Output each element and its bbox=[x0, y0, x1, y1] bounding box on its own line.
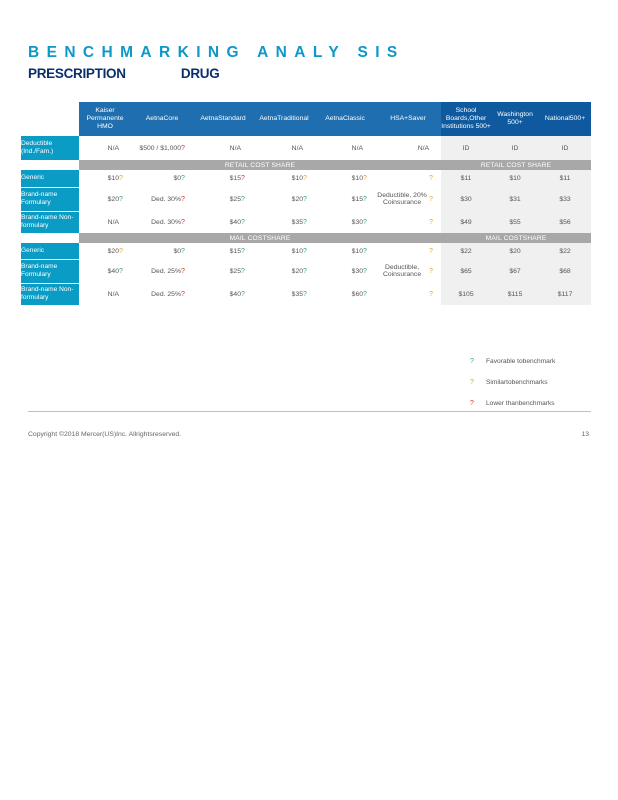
cell-value: $15 bbox=[351, 195, 364, 203]
cell-value: $30 bbox=[351, 218, 364, 226]
peer-value: $22 bbox=[441, 243, 491, 259]
similar-marker-icon: ? bbox=[303, 175, 307, 182]
favorable-marker-icon: ? bbox=[181, 175, 185, 182]
cell-value: Ded. 25% bbox=[151, 290, 181, 298]
favorable-marker-icon: ? bbox=[363, 218, 367, 226]
cell-value bbox=[375, 170, 429, 187]
legend-label: Lower thanbenchmarks bbox=[486, 400, 555, 407]
favorable-marker-icon: ? bbox=[363, 267, 367, 275]
peer-value: $10 bbox=[491, 170, 539, 187]
peer-value: $115 bbox=[491, 283, 539, 305]
similar-marker-icon: ? bbox=[429, 290, 433, 298]
lower-marker-icon: ? bbox=[470, 400, 474, 407]
lower-marker-icon: ? bbox=[181, 290, 185, 298]
peer-value: $30 bbox=[441, 187, 491, 211]
row-label: Brand-name Formulary bbox=[21, 259, 79, 283]
cell-value: $500 / $1,000 bbox=[139, 144, 181, 152]
favorable-marker-icon: ? bbox=[303, 247, 307, 255]
legend-label: Favorable tobenchmark bbox=[486, 358, 556, 365]
favorable-marker-icon: ? bbox=[303, 195, 307, 203]
similar-marker-icon: ? bbox=[429, 267, 433, 275]
peer-value: $33 bbox=[539, 187, 591, 211]
cell-value: $10 bbox=[291, 247, 304, 255]
peer-value: ID bbox=[491, 136, 539, 160]
favorable-marker-icon: ? bbox=[241, 247, 245, 255]
copyright-footer: Copyright ©2018 Mercer(US)Inc. Allrightsreserved. bbox=[28, 431, 182, 438]
cell-value: $10 bbox=[107, 175, 119, 182]
similar-marker-icon: ? bbox=[429, 247, 433, 255]
cell-value: $20 bbox=[291, 195, 304, 203]
cell-value: Ded. 25% bbox=[151, 267, 181, 275]
cell-value: $20 bbox=[107, 247, 119, 255]
cell-value: N/A bbox=[107, 290, 119, 298]
mail-row-generic bbox=[21, 243, 591, 259]
cell-value: $15 bbox=[229, 175, 241, 182]
retail-section-row bbox=[21, 160, 591, 170]
cell-value: Deductible, Coinsurance bbox=[382, 264, 422, 278]
retail-row-brand-non-formulary bbox=[21, 211, 591, 233]
similar-marker-icon: ? bbox=[119, 247, 123, 255]
cell-value: Ded. 30% bbox=[151, 218, 181, 226]
favorable-marker-icon: ? bbox=[303, 218, 307, 226]
favorable-marker-icon: ? bbox=[241, 290, 245, 298]
cell-value: $40 bbox=[229, 290, 241, 298]
col-header-school-boards: School Boards,Other Institutions 500+ bbox=[441, 102, 491, 136]
favorable-marker-icon: ? bbox=[363, 290, 367, 298]
row-label: Generic bbox=[21, 243, 79, 259]
similar-marker-icon: ? bbox=[429, 175, 433, 182]
row-label: Brand-name Non-formulary bbox=[21, 283, 79, 305]
cell-value: $40 bbox=[107, 267, 119, 275]
favorable-marker-icon: ? bbox=[470, 358, 474, 365]
retail-peer-section-header: RETAIL COST SHARE bbox=[441, 160, 591, 170]
peer-value: $11 bbox=[441, 170, 491, 187]
col-header-aetna-core: AetnaCore bbox=[131, 102, 193, 136]
cell-value: N/A bbox=[107, 218, 119, 226]
favorable-marker-icon: ? bbox=[363, 247, 367, 255]
cell-value: $25 bbox=[229, 267, 241, 275]
cell-value: $10 bbox=[351, 175, 364, 182]
cell-value: $60 bbox=[351, 290, 364, 298]
lower-marker-icon: ? bbox=[181, 218, 185, 226]
deductible-row bbox=[21, 136, 591, 160]
legend-item-similar bbox=[470, 372, 555, 393]
cell-value: N/A bbox=[291, 144, 304, 152]
retail-section-header: RETAIL COST SHARE bbox=[79, 160, 441, 170]
benchmark-table bbox=[21, 102, 591, 306]
cell-value bbox=[375, 283, 429, 305]
cell-value: $15 bbox=[229, 247, 241, 255]
mail-peer-section-header: MAIL COSTSHARE bbox=[441, 233, 591, 243]
peer-value: $56 bbox=[539, 211, 591, 233]
peer-value: $105 bbox=[441, 283, 491, 305]
cell-value: N/A bbox=[351, 144, 364, 152]
cell-value: $35 bbox=[291, 218, 304, 226]
favorable-marker-icon: ? bbox=[303, 267, 307, 275]
row-label: Generic bbox=[21, 170, 79, 187]
peer-value: $49 bbox=[441, 211, 491, 233]
page-number: 13 bbox=[581, 431, 589, 438]
legend-label: Similartobenchmarks bbox=[486, 379, 548, 386]
col-header-aetna-traditional: AetnaTraditional bbox=[253, 102, 315, 136]
lower-marker-icon: ? bbox=[241, 175, 245, 182]
cell-value: $20 bbox=[107, 195, 119, 203]
similar-marker-icon: ? bbox=[429, 218, 433, 226]
row-label: Brand-name Formulary bbox=[21, 187, 79, 211]
subtitle-part-1: PRESCRIPTION bbox=[28, 66, 126, 81]
page-subtitle bbox=[28, 66, 219, 81]
cell-value: $30 bbox=[351, 267, 364, 275]
cell-value: $20 bbox=[291, 267, 304, 275]
footer-divider bbox=[28, 411, 591, 412]
cell-value: Deductible, 20% Coinsurance bbox=[377, 192, 427, 206]
peer-value: $20 bbox=[491, 243, 539, 259]
similar-marker-icon: ? bbox=[429, 195, 433, 203]
similar-marker-icon: ? bbox=[363, 175, 367, 182]
col-header-hsa-saver: HSA+Saver bbox=[375, 102, 441, 136]
col-header-kaiser: Kaiser Permanente HMO bbox=[79, 102, 131, 136]
favorable-marker-icon: ? bbox=[241, 218, 245, 226]
header-corner bbox=[21, 102, 79, 136]
subtitle-part-2: DRUG bbox=[180, 66, 220, 81]
cell-value: $10 bbox=[351, 247, 364, 255]
peer-value: ID bbox=[441, 136, 491, 160]
cell-value bbox=[375, 211, 429, 233]
peer-value: $67 bbox=[491, 259, 539, 283]
cell-value: $0 bbox=[173, 175, 181, 182]
peer-value: $117 bbox=[539, 283, 591, 305]
mail-row-brand-formulary bbox=[21, 259, 591, 283]
mail-section-row bbox=[21, 233, 591, 243]
header-row bbox=[21, 102, 591, 136]
similar-marker-icon: ? bbox=[119, 175, 123, 182]
cell-value: Ded. 30% bbox=[151, 195, 181, 203]
col-header-washington: Washington 500+ bbox=[491, 102, 539, 136]
favorable-marker-icon: ? bbox=[363, 195, 367, 203]
cell-value: N/A bbox=[229, 144, 241, 152]
cell-value: $35 bbox=[291, 290, 304, 298]
cell-value: $0 bbox=[173, 247, 181, 255]
retail-row-generic bbox=[21, 170, 591, 187]
similar-marker-icon: ? bbox=[470, 379, 474, 386]
peer-value: $68 bbox=[539, 259, 591, 283]
row-label: Brand-name Non-formulary bbox=[21, 211, 79, 233]
favorable-marker-icon: ? bbox=[241, 267, 245, 275]
peer-value: $65 bbox=[441, 259, 491, 283]
lower-marker-icon: ? bbox=[181, 195, 185, 203]
lower-marker-icon: ? bbox=[181, 144, 185, 152]
legend bbox=[470, 351, 555, 414]
favorable-marker-icon: ? bbox=[303, 290, 307, 298]
cell-value bbox=[375, 243, 429, 259]
retail-row-brand-formulary bbox=[21, 187, 591, 211]
cell-value: $10 bbox=[291, 175, 304, 182]
cell-value: $40 bbox=[229, 218, 241, 226]
peer-value: $11 bbox=[539, 170, 591, 187]
peer-value: $31 bbox=[491, 187, 539, 211]
peer-value: $55 bbox=[491, 211, 539, 233]
favorable-marker-icon: ? bbox=[241, 195, 245, 203]
lower-marker-icon: ? bbox=[181, 267, 185, 275]
col-header-national: National500+ bbox=[539, 102, 591, 136]
col-header-aetna-standard: AetnaStandard bbox=[193, 102, 253, 136]
cell-value: N/A bbox=[417, 144, 430, 152]
col-header-aetna-classic: AetnaClassic bbox=[315, 102, 375, 136]
cell-value: $25 bbox=[229, 195, 241, 203]
mail-section-header: MAIL COSTSHARE bbox=[79, 233, 441, 243]
favorable-marker-icon: ? bbox=[181, 247, 185, 255]
page-title: BENCHMARKING ANALY SIS bbox=[28, 44, 405, 61]
row-label: Deductible (Ind./Fam.) bbox=[21, 136, 79, 160]
peer-value: ID bbox=[539, 136, 591, 160]
favorable-marker-icon: ? bbox=[119, 195, 123, 203]
favorable-marker-icon: ? bbox=[119, 267, 123, 275]
peer-value: $22 bbox=[539, 243, 591, 259]
legend-item-favorable bbox=[470, 351, 555, 372]
mail-row-brand-non-formulary bbox=[21, 283, 591, 305]
cell-value: N/A bbox=[107, 144, 119, 152]
